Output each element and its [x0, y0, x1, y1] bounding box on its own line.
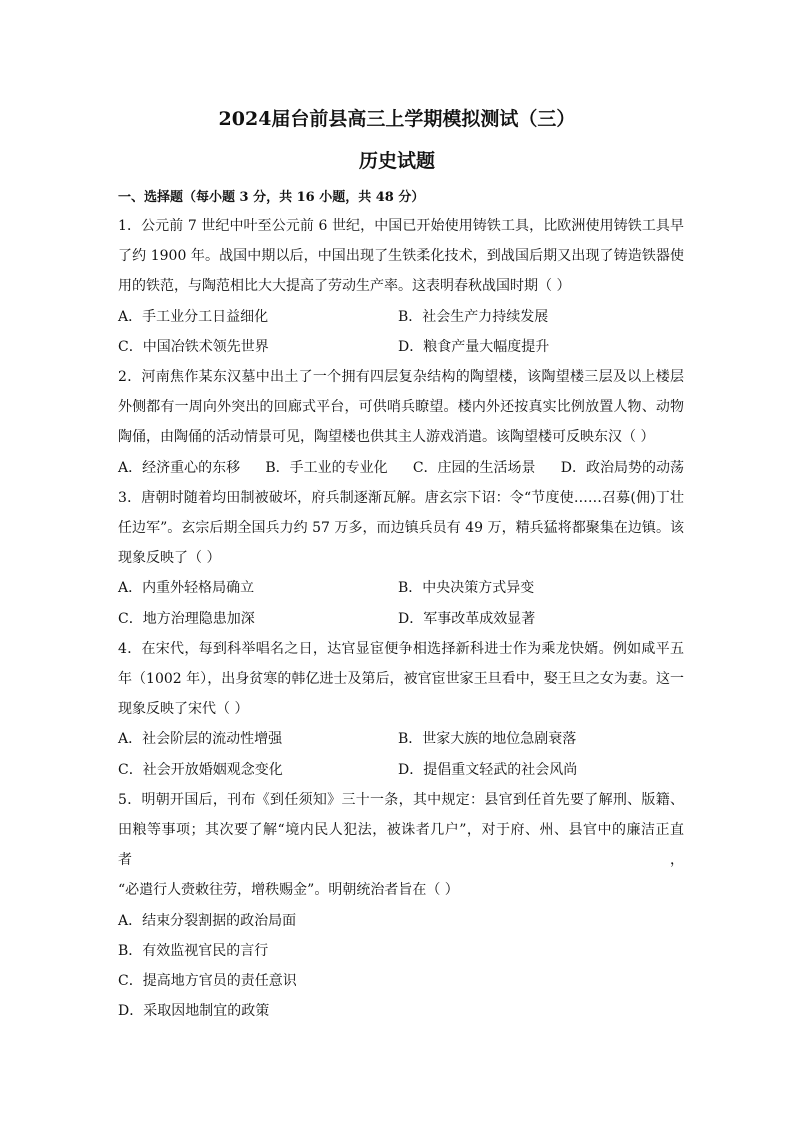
question-text-line: 任边军”。玄宗后期全国兵力约 57 万多，而边镇兵员有 49 万，精兵猛将都聚集在边镇。该 [118, 520, 684, 537]
question-3 [118, 483, 684, 634]
question-1 [118, 211, 684, 362]
question-4 [118, 634, 684, 785]
question-text-line: 陶俑，由陶俑的活动情景可见，陶望楼也供其主人游戏消遣。该陶望楼可反映东汉（ ） [118, 429, 655, 446]
option-a[interactable]: A．经济重心的东移 [118, 459, 241, 476]
option-c[interactable]: C．提高地方官员的责任意识 [118, 973, 297, 990]
option-b[interactable]: B．中央决策方式异变 [398, 580, 535, 597]
question-text-line: 1．公元前 7 世纪中叶至公元前 6 世纪，中国已开始使用铸铁工具，比欧洲使用铸铁工具早 [118, 218, 684, 234]
option-a[interactable]: A．社会阶层的流动性增强 [118, 731, 283, 748]
option-d[interactable]: D．提倡重文轻武的社会风尚 [398, 761, 578, 778]
exam-title: 2024届台前县高三上学期模拟测试（三） [218, 108, 576, 130]
answer-options [118, 724, 684, 784]
answer-options [118, 573, 684, 633]
answer-options [118, 453, 684, 483]
answer-options [118, 906, 684, 1027]
question-5 [118, 785, 684, 1027]
question-text-line: 5．明朝开国后，刊布《到任须知》三十一条，其中规定：县官到任首先要了解刑、版籍、 [118, 791, 684, 808]
question-text-line: 现象反映了宋代（ ） [118, 701, 249, 718]
option-c[interactable]: C．地方治理隐患加深 [118, 610, 255, 627]
option-b[interactable]: B．社会生产力持续发展 [398, 308, 549, 325]
exam-subtitle: 历史试题 [358, 150, 435, 172]
section-heading: 一、选择题（每小题 3 分，共 16 小题，共 48 分） [118, 190, 425, 205]
option-b[interactable]: B．手工业的专业化 [265, 459, 388, 476]
option-b[interactable]: B．世家大族的地位急剧衰落 [398, 731, 577, 748]
question-text-line: 年（1002 年），出身贫寒的韩亿进士及第后，被官宦世家王旦看中，娶王旦之女为妻。这一 [118, 671, 684, 688]
option-a[interactable]: A．手工业分工日益细化 [118, 308, 269, 325]
option-c[interactable]: C．庄园的生活场景 [412, 459, 536, 476]
option-d[interactable]: D．政治局势的动荡 [560, 459, 684, 476]
question-text-line: 4．在宋代，每到科举唱名之日，达官显宦便争相选择新科进士作为乘龙快婿。例如咸平五 [118, 640, 684, 657]
option-d[interactable]: D．粮食产量大幅度提升 [398, 338, 550, 355]
option-c[interactable]: C．社会开放婚姻观念变化 [118, 761, 283, 778]
option-b[interactable]: B．有效监视官民的言行 [118, 942, 269, 959]
question-text-line: 现象反映了（ ） [118, 550, 221, 567]
question-text-line: 外侧都有一周向外突出的回廊式平台，可供哨兵瞭望。楼内外还按真实比例放置人物、动物 [118, 399, 684, 416]
option-c[interactable]: C．中国冶铁术领先世界 [118, 338, 269, 355]
question-list [118, 211, 684, 1026]
question-text-line: 3．唐朝时随着均田制被破坏，府兵制逐渐瓦解。唐玄宗下诏：令“节度使……召募(佣)丁壮 [118, 489, 684, 506]
question-text-line: 2．河南焦作某东汉墓中出土了一个拥有四层复杂结构的陶望楼，该陶望楼三层及以上楼层 [118, 369, 684, 386]
option-a[interactable]: A．结束分裂割据的政治局面 [118, 912, 297, 929]
question-text-line: 用的铁范，与陶范相比大大提高了劳动生产率。这表明春秋战国时期（ ） [118, 278, 571, 295]
answer-options [118, 302, 684, 362]
question-2 [118, 362, 684, 483]
question-text-line: “必遣行人赍敕往劳，增秩赐金”。明朝统治者旨在（ ） [118, 882, 459, 899]
option-d[interactable]: D．军事改革成效显著 [398, 610, 536, 627]
option-a[interactable]: A．内重外轻格局确立 [118, 580, 255, 597]
question-text-line: 田粮等事项；其次要了解“境内民人犯法，被诛者几户”，对于府、州、县官中的廉洁正直者， [118, 822, 684, 869]
option-d[interactable]: D．采取因地制宜的政策 [118, 1003, 270, 1020]
question-text-line: 了约 1900 年。战国中期以后，中国出现了生铁柔化技术，到战国后期又出现了铸造铁器使 [118, 248, 684, 265]
